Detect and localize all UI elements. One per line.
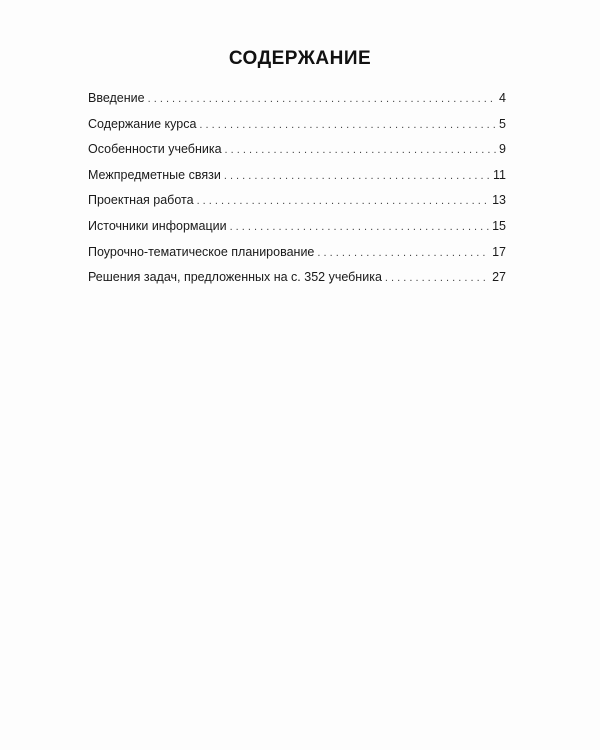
toc-entry-information-sources[interactable]	[88, 218, 506, 244]
toc-entry-page-number: 5	[499, 116, 506, 131]
toc-entry-label: Межпредметные связи	[88, 167, 221, 182]
toc-entry-interdisciplinary-links[interactable]	[88, 167, 506, 193]
toc-entry-project-work[interactable]	[88, 192, 506, 218]
table-of-contents	[88, 90, 506, 295]
toc-entry-textbook-features[interactable]	[88, 141, 506, 167]
toc-entry-page-number: 4	[499, 91, 506, 105]
toc-entry-page-number: 15	[492, 218, 506, 233]
toc-entry-page-number: 27	[492, 270, 506, 285]
toc-dot-leader	[317, 245, 489, 261]
toc-dot-leader	[197, 193, 490, 209]
toc-dot-leader	[230, 219, 490, 235]
toc-entry-label: Введение	[88, 91, 145, 105]
toc-entry-label: Проектная работа	[88, 193, 194, 208]
toc-dot-leader	[224, 168, 490, 184]
toc-entry-label: Источники информации	[88, 218, 227, 233]
toc-dot-leader	[199, 117, 496, 133]
toc-dot-leader	[385, 270, 489, 286]
toc-entry-page-number: 9	[499, 142, 506, 157]
toc-entry-label: Содержание курса	[88, 116, 197, 131]
toc-dot-leader	[148, 91, 496, 107]
toc-entry-page-number: 11	[493, 167, 506, 182]
toc-dot-leader	[225, 142, 497, 158]
page-title: СОДЕРЖАНИЕ	[228, 48, 372, 69]
toc-entry-introduction[interactable]	[88, 90, 506, 116]
toc-entry-page-number: 17	[492, 244, 506, 259]
toc-entry-problem-solutions[interactable]	[88, 269, 506, 295]
toc-entry-page-number: 13	[492, 193, 506, 208]
toc-entry-course-content[interactable]	[88, 116, 506, 142]
toc-entry-label: Поурочно-тематическое планирование	[88, 244, 315, 259]
toc-entry-label: Решения задач, предложенных на с. 352 учебника	[88, 270, 382, 285]
toc-entry-label: Особенности учебника	[88, 142, 222, 157]
toc-entry-lesson-planning[interactable]	[88, 244, 506, 270]
